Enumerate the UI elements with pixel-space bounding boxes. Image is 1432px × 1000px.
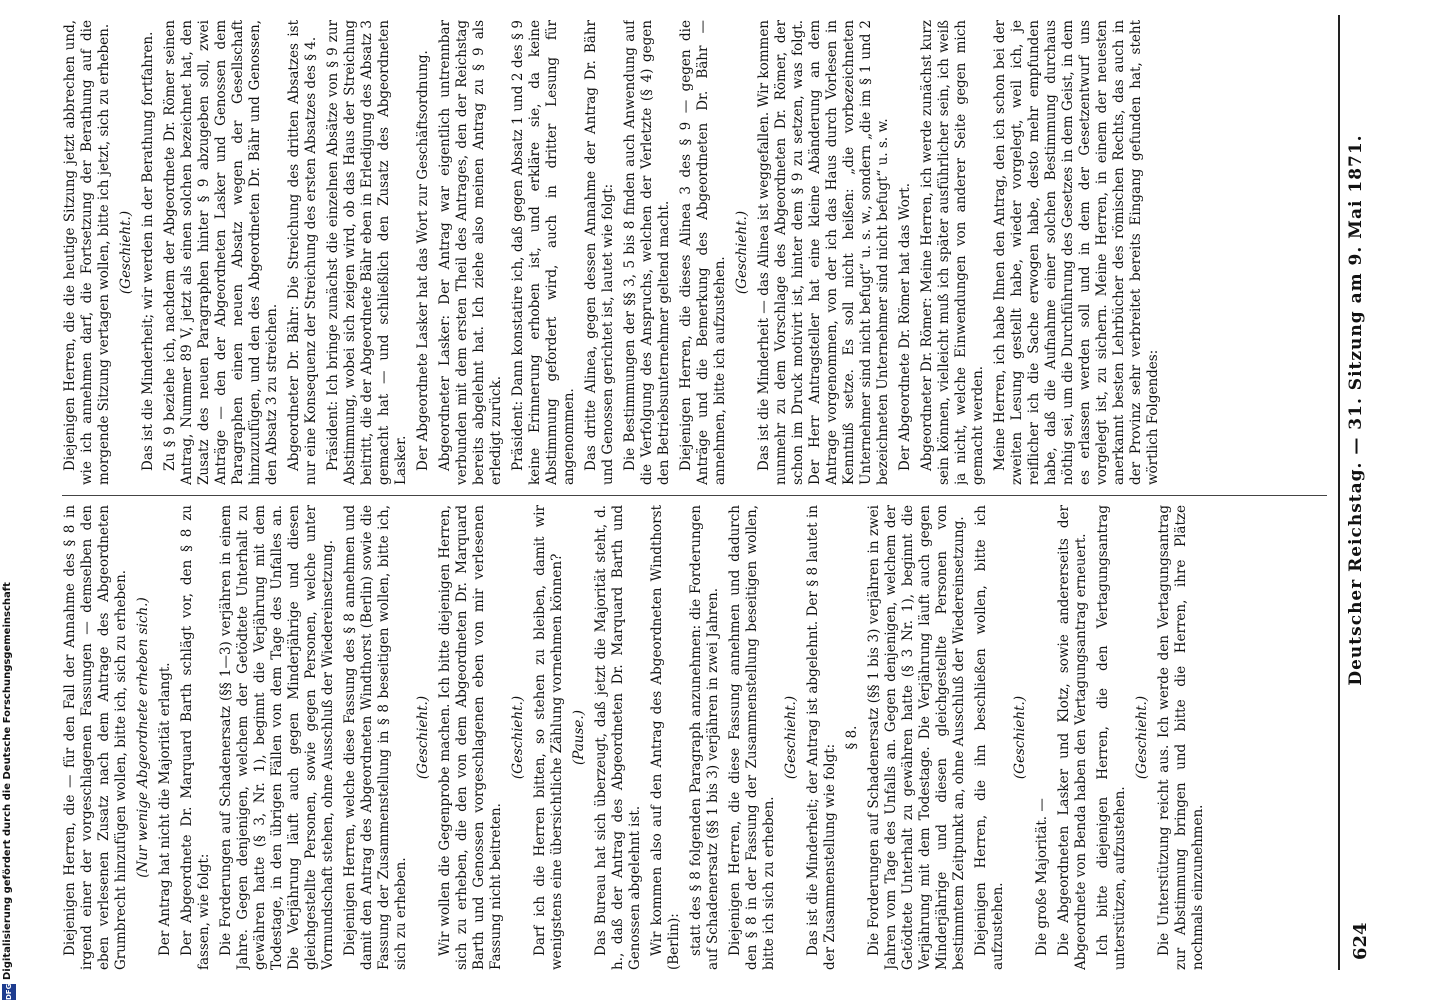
stage-direction: (Geschieht.) bbox=[1012, 695, 1028, 780]
paragraph: Abgeordneter Lasker: Der Antrag war eigentlich untrennbar verbunden mit dem ersten Theil des Antrages, den der Reichstag bereits abgelehnt hat. Ich ziehe also meinen Antrag zu § 9 als erledigt zurück. bbox=[437, 20, 504, 485]
dfg-logo: DFG bbox=[2, 984, 16, 1000]
stage-direction: (Geschieht.) bbox=[783, 695, 799, 780]
paragraph: Präsident: Ich bringe zunächst die einzelnen Absätze von § 9 zur Abstimmung, wobei sich zeigen wird, ob das Haus der Streichung beitritt, die der Abgeordnete Bähr eben in Erledigung des Absatz 3 gemacht hat — und schließlich den Zusatz des Abgeordneten Lasker. bbox=[325, 20, 409, 485]
paragraph: Das Bureau hat sich überzeugt, daß jetzt die Majorität steht, d. h., daß der Antrag des Abgeordneten Dr. Marquard Barth und Genossen abgelehnt ist. bbox=[593, 505, 643, 970]
paragraph: Diejenigen Herren, die dieses Alinea 3 des § 9 — gegen die Anträge und die Bemerkung des Abgeordneten Dr. Bähr — annehmen, bitte ich aufzustehen. bbox=[678, 20, 728, 485]
stage-direction: (Geschieht.) bbox=[118, 210, 134, 295]
page-number: 624 bbox=[1350, 922, 1371, 960]
paragraph: Diejenigen Herren, welche diese Fassung des § 8 annehmen und damit den Antrag des Abgeordneten Windthorst (Berlin) sowie die Fassung der Zusammenstellung in § 8 beseitigen wollen, bitte ich, sich zu erheben. bbox=[342, 505, 409, 970]
paragraph: statt des § 8 folgenden Paragraph anzunehmen: die Forderungen auf Schadenersatz (§§ 1 bis 3) verjähren in zwei Jahren. bbox=[688, 505, 721, 970]
paragraph: Der Abgeordnete Dr. Marquard Barth schlägt vor, den § 8 zu fassen, wie folgt: bbox=[179, 505, 212, 970]
stage-direction: (Pause.) bbox=[571, 710, 587, 765]
stage-direction: (Geschieht.) bbox=[734, 210, 750, 295]
footer-credit: Digitalisierung gefördert durch die Deutsche Forschungsgemeinschaft bbox=[2, 582, 13, 980]
running-header: Deutscher Reichstag. — 31. Sitzung am 9. Mai 1871. bbox=[1346, 134, 1366, 686]
stage-direction: (Geschieht.) bbox=[510, 695, 526, 780]
footer bbox=[2, 0, 16, 1000]
paragraph: Das ist die Minderheit; der Antrag ist abgelehnt. Der § 8 lautet in der Zusammenstellung wie folgt: bbox=[805, 505, 838, 970]
paragraph: Der Abgeordnete Dr. Römer hat das Wort. bbox=[897, 182, 913, 471]
stage-direction: (Geschieht.) bbox=[1134, 695, 1150, 780]
column-divider bbox=[62, 495, 1327, 496]
paragraph: Wir kommen also auf den Antrag des Abgeordneten Windthorst (Berlin): bbox=[649, 505, 682, 970]
paragraph: Die Bestimmungen der §§ 3, 5 bis 8 finden auch Anwendung auf die Verfolgung des Anspruchs, welchen der Verletzte (§ 4) gegen den Betriebsunternehmer geltend macht. bbox=[622, 20, 672, 485]
paragraph: Das ist die Minderheit — das Alinea ist weggefallen. Wir kommen nunmehr zu dem Vorschlage des Abgeordneten Dr. Römer, der schon im Druck motivirt ist, hinter dem § 9 zu setzen, was folgt. Der Herr Antragsteller hat eine kleine Abänderung an dem Antrage vorgenommen, von der ich das Haus durch Vorlesen in Kenntniß setze. Es soll nicht heißen: „die vorbezeichneten Unternehmer sind nicht befugt“ u. s. w., sondern „die im § 1 und 2 bezeichneten Unternehmer sind nicht befugt“ u. s. w. bbox=[756, 20, 891, 485]
header-rule bbox=[1338, 15, 1340, 970]
paragraph: Die Forderungen auf Schadenersatz (§§ 1—3) verjähren in einem Jahre. Gegen denjenigen, welchem der Getödtete Unterhalt zu gewähren hatte (§ 3, Nr. 1), beginnt die Verjährung mit dem Todestage, in den übrigen Fällen von dem Tage des Unfalles an. Die Verjährung läuft auch gegen Minderjährige und diesen gleichgestellte Personen, sowie gegen Personen, welche unter Vormundschaft stehen, ohne Ausschluß der Wiedereinsetzung. bbox=[218, 505, 336, 970]
paragraph: Das dritte Alinea, gegen dessen Annahme der Antrag Dr. Bähr und Genossen gerichtet ist, lautet wie folgt: bbox=[583, 20, 616, 485]
paragraph: Diejenigen Herren, die die heutige Sitzung jetzt abbrechen und, wie ich annehmen darf, die Fortsetzung der Berathung auf die morgende Sitzung vertagen wollen, bitte ich jetzt, sich zu erheben. bbox=[62, 20, 112, 485]
paragraph: Diejenigen Herren, die diese Fassung annehmen und dadurch den § 8 in der Fassung der Zusammenstellung beseitigen wollen, bitte ich sich zu erheben. bbox=[727, 505, 777, 970]
right-column bbox=[62, 20, 1327, 485]
paragraph: Die Forderungen auf Schadenersatz (§§ 1 bis 3) verjähren in zwei Jahren vom Tage des Unfalls an. Gegen denjenigen, welchem der Getödtete Unterhalt zu gewähren hatte (§ 3 Nr. 1), beginnt die Verjährung mit dem Todestage. Die Verjährung läuft auch gegen Minderjährige und diesen gleichgestellte Personen von bestimmtem Zeitpunkt an, ohne Ausschluß der Wiedereinsetzung. bbox=[866, 505, 967, 970]
paragraph: Der Abgeordnete Lasker hat das Wort zur Geschäftsordnung. bbox=[415, 50, 431, 471]
paragraph: Präsident: Dann konstatire ich, daß gegen Absatz 1 und 2 des § 9 keine Erinnerung erhoben ist, und erkläre sie, da keine Abstimmung gefordert wird, auch in dritter Lesung für angenommen. bbox=[510, 20, 577, 485]
paragraph: Die große Majorität. — bbox=[1034, 798, 1050, 956]
left-column bbox=[62, 505, 1327, 970]
stage-direction: (Nur wenige Abgeordnete erheben sich.) bbox=[135, 597, 151, 878]
paragraph: Diejenigen Herren, die — für den Fall der Annahme des § 8 in irgend einer der vorgeschlagenen Fassungen — demselben den eben verlesenen Zusatz nach dem Antrage des Abgeordneten Grumbrecht hinzufügen wollen, bitte ich, sich zu erheben. bbox=[62, 505, 129, 970]
paragraph: Die Unterstützung reicht aus. Ich werde den Vertagungsantrag zur Abstimmung bringen und bitte die Herren, ihre Plätze nochmals einzunehmen. bbox=[1156, 505, 1206, 970]
stage-direction: (Geschieht.) bbox=[415, 695, 431, 780]
paragraph: Meine Herren, ich habe Ihnen den Antrag, den ich schon bei der zweiten Lesung gestellt habe, wieder vorgelegt, weil ich, je reiflicher ich die Sache erwogen habe, desto mehr empfunden habe, daß die Aufnahme einer solchen Bestimmung durchaus nöthig sei, um die Durchführung des Gesetzes in dem Geist, in dem es erlassen werden soll und in dem der Gesetzentwurf uns vorgelegt ist, zu sichern. Meine Herren, in einem der neuesten anerkannt besten Lehrbücher des römischen Rechts, das auch in der Provinz sehr verbreitet bereits Eingang gefunden hat, steht wörtlich Folgendes: bbox=[992, 20, 1161, 485]
paragraph: Abgeordneter Dr. Bähr: Die Streichung des dritten Absatzes ist nur eine Konsequenz der Streichung des ersten Absatzes des § 4. bbox=[286, 20, 319, 485]
paragraph: Das ist die Minderheit; wir werden in der Berathung fortfahren. bbox=[140, 31, 156, 471]
paragraph: Der Antrag hat nicht die Majorität erlangt. bbox=[157, 662, 173, 956]
section-heading: § 8. bbox=[844, 725, 860, 750]
paragraph: Darf ich die Herren bitten, so stehen zu bleiben, damit wir wenigstens eine übersichtliche Zählung vornehmen können? bbox=[532, 505, 565, 970]
paragraph: Zu § 9 beziehe ich, nachdem der Abgeordnete Dr. Römer seinen Antrag, Nummer 89 V, jetzt als einen solchen bezeichnet hat, den Zusatz des neuen Paragraphen hinter § 9 abzugeben soll, zwei Anträge — den der Abgeordneten Lasker und Genossen dem Paragraphen einen neuen Absatz wegen der Gesellschaft hinzuzufügen, und den des Abgeordneten Dr. Bähr und Genossen, den Absatz 3 zu streichen. bbox=[162, 20, 280, 485]
paragraph: Wir wollen die Gegenprobe machen. Ich bitte diejenigen Herren, sich zu erheben, die den von dem Abgeordneten Dr. Marquard Barth und Genossen vorgeschlagenen eben von mir verlesenen Fassung nicht beitreten. bbox=[437, 505, 504, 970]
paragraph: Ich bitte diejenigen Herren, die den Vertagungsantrag unterstützen, aufzustehen. bbox=[1095, 505, 1128, 970]
paragraph: Abgeordneter Dr. Römer: Meine Herren, ich werde zunächst kurz sein können, vielleicht muß ich später ausführlicher sein, ich weiß ja nicht, welche Einwendungen von anderer Seite gegen mich gemacht werden. bbox=[919, 20, 986, 485]
paragraph: Diejenigen Herren, die ihn beschließen wollen, bitte ich aufzustehen. bbox=[973, 505, 1006, 970]
paragraph: Die Abgeordneten Lasker und Klotz, sowie andererseits der Abgeordnete von Benda haben den Vertagungsantrag erneuert. bbox=[1056, 505, 1089, 970]
